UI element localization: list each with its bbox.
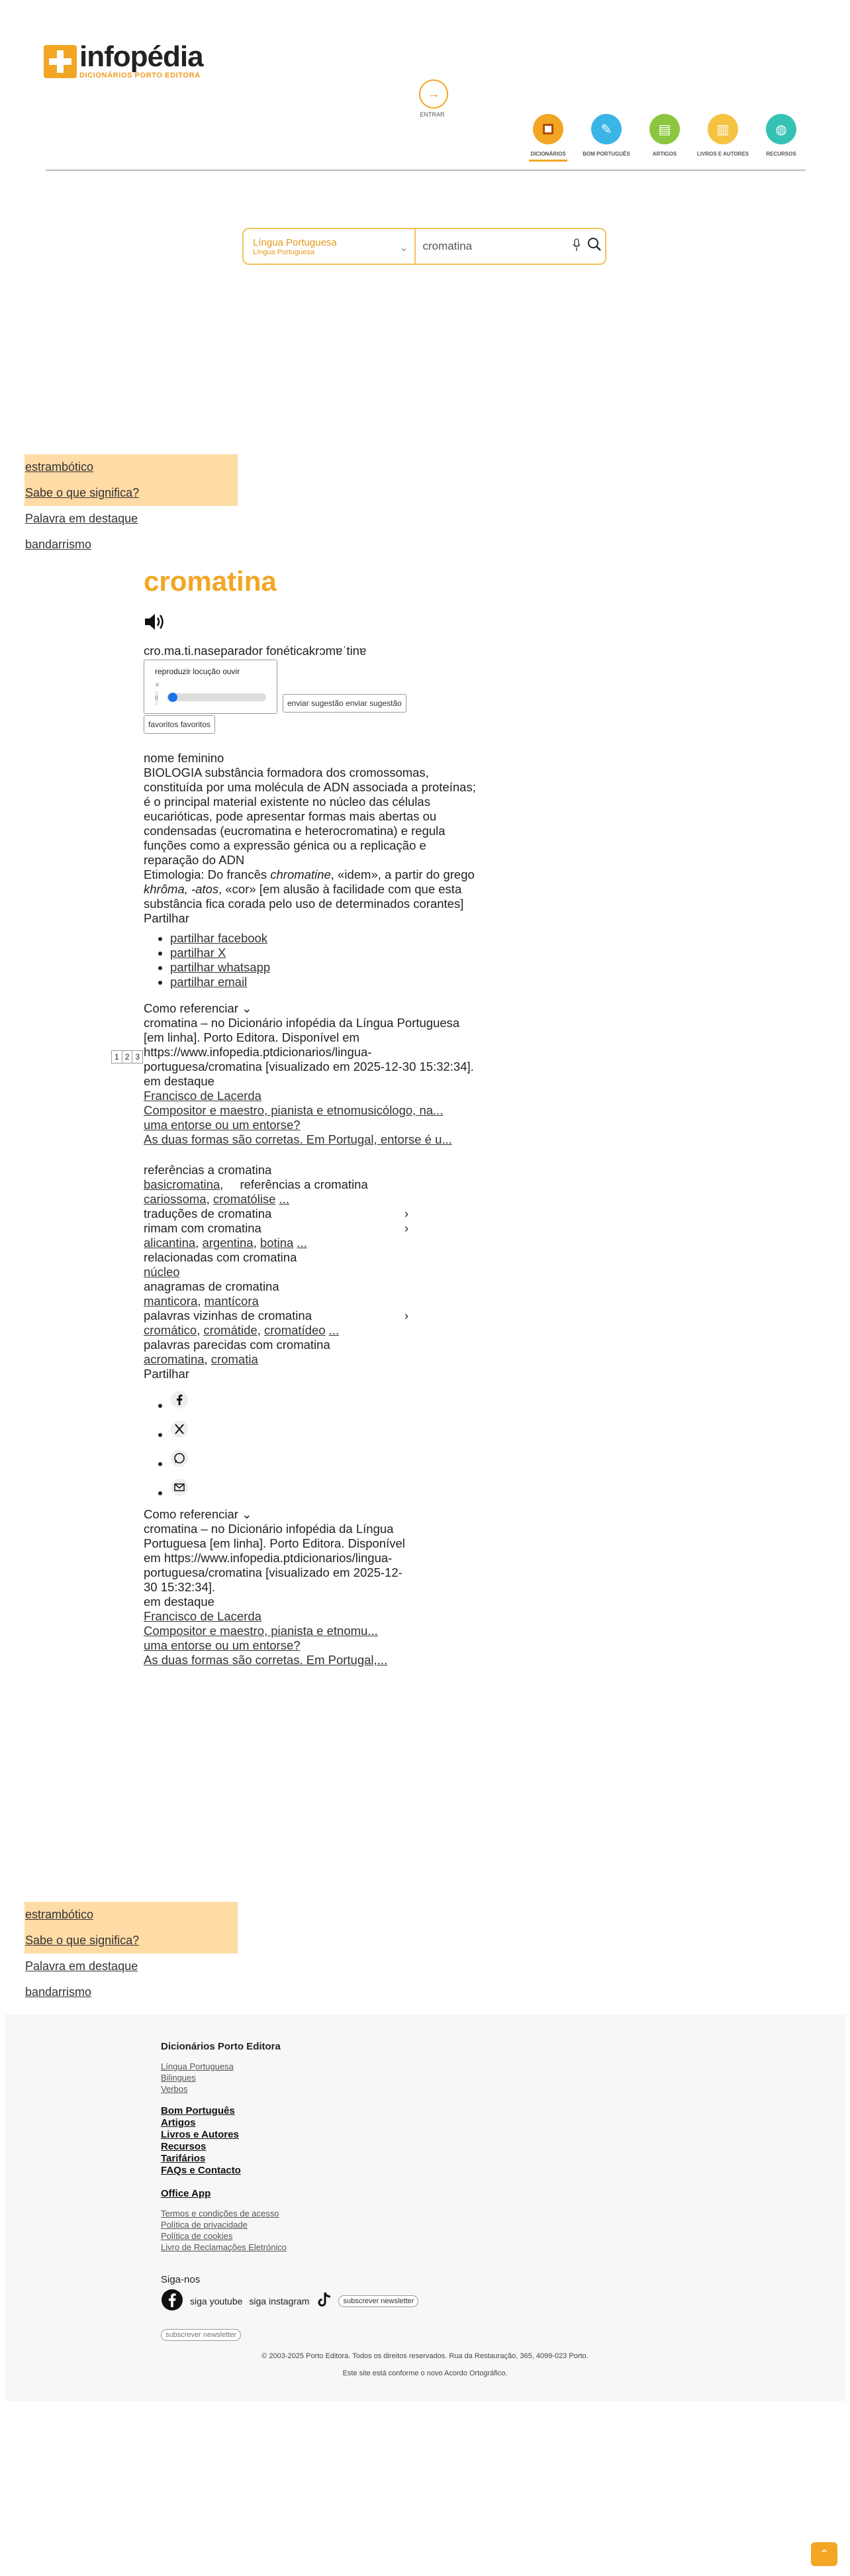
search-icon[interactable] [583,237,605,256]
globe-icon: ◍ [766,114,796,144]
rhyme-link[interactable]: argentina [202,1236,254,1250]
etymology [144,867,481,911]
footer-main-link[interactable]: Tarifários [161,2153,206,2164]
etymology-text: Etimologia: Do francês [144,867,271,881]
neighbor-link[interactable]: cromatídeo [264,1323,326,1337]
login-label: ENTRAR [420,111,445,118]
rhyme-link[interactable]: botina [260,1236,294,1250]
nav-recursos[interactable] [759,114,803,162]
share-label: Partilhar [144,911,189,925]
cite-label: Como referenciar [144,1001,238,1015]
neighbor-link[interactable]: cromátide [203,1323,258,1337]
featured-link[interactable]: As duas formas são corretas. Em Portugal, entorse é u... [144,1132,452,1146]
chevron-up-icon: ⌃ [819,2548,829,2561]
logo-name: infopédia [79,40,203,73]
grammar-category: nome feminino [144,751,224,765]
share-icons-list [144,1391,481,1507]
language-selected: Língua Portuguesa [253,236,337,248]
featured-label: em destaque [144,1074,214,1088]
featured-label: em destaque [144,1595,214,1609]
logo-subtitle: DICIONÁRIOS PORTO EDITORA [79,72,201,79]
instagram-image[interactable]: siga instagram [249,2295,310,2306]
featured-link[interactable]: uma entorse ou um entorse? [144,1638,301,1652]
nav-active-indicator [529,160,567,162]
footer-main-link[interactable]: Recursos [161,2141,207,2152]
footer-main-link[interactable]: Livros e Autores [161,2129,239,2140]
books-icon: ▥ [708,114,738,144]
suggest-image: enviar sugestão [287,699,344,708]
follow-label: Siga-nos [161,2274,201,2285]
copyright: © 2003-2025 Porto Editora. Todos os direitos reservados. Rua da Restauração, 365, 4099-023 Porto. [261,2352,589,2360]
anagram-link[interactable]: mantícora [204,1294,259,1308]
suggest-label: enviar sugestão [346,699,402,708]
definition: BIOLOGIA substância formadora dos cromossomas, constituída por uma molécula de ADN associada a proteínas; é o principal material existente no núcleo das células eucarióticas, pode apresentar formas mais abertas ou condensadas (eucromatina e heterocromatina) e regula funções como a expressão génica ou a replicação e reparação do ADN [144,766,476,867]
reference-more-link[interactable]: ... [279,1192,290,1206]
footer-link[interactable]: Bilingues [161,2073,196,2083]
similar-link[interactable]: acromatina [144,1352,205,1366]
rhyme-link[interactable]: alicantina [144,1236,196,1250]
share-list [144,931,481,989]
reference-link[interactable]: basicromatina [144,1177,220,1191]
nav-dicionarios[interactable] [526,114,570,162]
footer [5,2014,845,2401]
footer-link[interactable]: Verbos [161,2084,188,2094]
header-divider [46,170,806,171]
audio-player [144,660,277,714]
etymology-word: chromatine [270,867,331,881]
featured-link[interactable]: Compositor e maestro, pianista e etnomusicólogo, na... [144,1103,444,1117]
facebook-icon[interactable] [170,1398,189,1412]
footer-legal-link[interactable]: Termos e condições de acesso [161,2208,279,2218]
x-icon[interactable] [170,1427,189,1441]
chevron-right-icon[interactable]: › [404,1309,408,1322]
featured-link[interactable]: uma entorse ou um entorse? [144,1118,301,1132]
login-button[interactable] [419,79,448,109]
rhymes-label[interactable]: rimam com cromatina [144,1221,261,1235]
side-item-word[interactable]: bandarrismo [25,538,92,551]
citation-text: cromatina – no Dicionário infopédia da Língua Portuguesa [em linha]. Porto Editora. Disponível em https://www.infopedia.ptdicionarios/lingua-portuguesa/cromatina [visualizado em 2025-12-30 15:32:34]. [144,1522,405,1594]
related-label: relacionadas com cromatina [144,1250,297,1264]
etymology-greek: khrôma, -atos [144,882,219,896]
footer-main-link[interactable]: Artigos [161,2117,196,2128]
chevron-down-icon: ⌄ [242,1507,252,1521]
featured-link[interactable]: Francisco de Lacerda [144,1089,261,1103]
nav-artigos[interactable] [643,114,686,162]
favorites-image: favoritos [148,720,179,729]
featured-link[interactable]: Compositor e maestro, pianista e etnomu... [144,1624,378,1638]
translations-label[interactable]: traduções de cromatina [144,1207,272,1220]
chevron-down-icon: ⌄ [242,1001,252,1015]
entry-word: cromatina [144,566,277,597]
footer-link[interactable]: Língua Portuguesa [161,2061,234,2071]
featured-link[interactable]: As duas formas são corretas. Em Portugal,... [144,1653,388,1667]
side-item-featured[interactable]: Palavra em destaque [25,1959,138,1973]
footer-main-link[interactable]: FAQs e Contacto [161,2165,241,2176]
page-button[interactable]: 2 [122,1051,133,1063]
office-app-link[interactable]: Office App [161,2188,211,2199]
similar-label: palavras parecidas com cromatina [144,1338,330,1352]
page-button[interactable]: 3 [135,1052,140,1062]
share-email-link[interactable]: partilhar email [170,975,248,989]
page-button[interactable]: 1 [112,1051,122,1063]
dictionary-entry: cromatina cro.ma.ti.naseparador fonéticakrɔmɐˈtinɐ reproduzir locução ouvir × II enviar sugestão enviar sugestão favoritos favoritos nome feminino BIOLOGIA substância formadora dos cromossomas, constituída por uma molécula de ADN associada a proteínas; é o principal material existente no núcleo das células eucarióticas, pode apresentar formas mais abertas ou condensadas (eucromatina e heterocromatina) e regula funções como a expressão génica ou a replicação e reparação do ADN Etimologia: Do francês chromatine, «idem», a partir do grego khrôma, -atos, «cor» [em alusão à facilidade com que esta substância fica corada pelo uso de determinados corantes] Partilhar • partilhar facebook • partilhar X • partilhar whatsapp • partilhar email Como referenciar ⌄ cromatina – no Dicionário infopédia da Língua Portuguesa [em linha]. Porto Editora. Disponível em https://www.infopedia.ptdicionarios/lingua-portuguesa/cromatina [visualizado em 2025-12-30 15:32:34]. em destaque Francisco de Lacerda Compositor e maestro, pianista e etnomusicólogo, na... uma entorse ou um entorse? As duas formas são corretas. Em Portugal, entorse é u... referências a cromatina basicromatina, referências a cromatina cariossoma, cromatólise ... traduções de cromatina › rimam com cromatina › alicantina, argentina, botina ... relacionadas com cromatina núcleo anagramas de cromatina manticora, mantícora palavras vizinhas de cromatina › cromático, cromátide, cromatídeo ... palavras parecidas com cromatina acromatina, cromatia Partilhar • • • • Como referenciar ⌄ cromatina – no Dicionário infopédia da Língua Portuguesa [em linha]. Porto Editora. Disponível em https://www.infopedia.ptdicionarios/lingua-portuguesa/cromatina [visualizado em 2025-12-30 15:32:34]. em destaque Francisco de Lacerda Compositor e maestro, pianista e etnomu... uma entorse ou um entorse? As duas formas são corretas. Em Portugal,... [144,563,481,1667]
share-facebook-link[interactable]: partilhar facebook [170,931,268,945]
nav-livros-autores[interactable] [696,114,749,162]
nav-bom-portugues[interactable] [585,114,628,162]
etymology-text: , «idem», a partir do grego [330,867,475,881]
anagram-link[interactable]: manticora [144,1294,198,1308]
footer-legal-link[interactable]: Política de privacidade [161,2220,248,2230]
search-input[interactable] [416,228,570,264]
nav-label: ARTIGOS [652,151,677,157]
etymology-text: , «cor» [em alusão à facilidade com que esta substância fica corada pelo uso de determinados corantes] [144,882,464,911]
chevron-down-icon: ⌄ [399,242,408,254]
share-x-link[interactable]: partilhar X [170,946,226,960]
cite-toggle[interactable] [144,1001,481,1016]
favorites-label: favoritos [180,720,211,729]
nav-label: DICIONÁRIOS [530,151,566,157]
side-item-quiz[interactable]: Sabe o que significa? [24,480,238,506]
rhyme-more-link[interactable]: ... [297,1236,307,1250]
youtube-image[interactable]: siga youtube [190,2295,243,2306]
side-item-quiz[interactable]: Sabe o que significa? [24,1928,238,1954]
whatsapp-icon[interactable] [170,1456,189,1470]
favorites-button[interactable] [144,715,215,734]
email-icon[interactable] [170,1485,189,1499]
close-icon[interactable]: × [155,680,160,689]
syllabification: cro.ma.ti.na [144,644,208,658]
related-link[interactable]: núcleo [144,1265,180,1279]
book-icon [533,114,563,144]
nav-label: RECURSOS [766,151,796,157]
chevron-right-icon[interactable]: › [404,1207,408,1220]
document-icon: ▤ [649,114,680,144]
footer-legal-link[interactable]: Livro de Reclamações Eletrónico [161,2242,287,2252]
play-audio-label[interactable]: ouvir [222,667,240,676]
pause-icon[interactable]: II [155,691,158,705]
logo-mark-icon [44,45,77,78]
orthography-note: Este site está conforme o novo Acordo Ortográfico. [342,2369,508,2377]
neighbors-label[interactable]: palavras vizinhas de cromatina [144,1309,312,1322]
share-whatsapp-link[interactable]: partilhar whatsapp [170,960,271,974]
pen-icon: ✎ [591,114,622,144]
featured-link[interactable]: Francisco de Lacerda [144,1609,261,1623]
references-image: referências a cromatina [240,1177,368,1191]
infopedia-logo[interactable] [44,40,203,79]
similar-link[interactable]: cromatia [211,1352,258,1366]
footer-legal-link[interactable]: Política de cookies [161,2231,233,2241]
facebook-icon[interactable] [161,2289,183,2313]
footer-main-link[interactable]: Bom Português [161,2105,235,2116]
audio-progress-knob[interactable] [168,693,177,702]
reference-link[interactable]: cromatólise [212,1192,276,1206]
citation-text: cromatina – no Dicionário infopédia da Língua Portuguesa [em linha]. Porto Editora. Disponível em https://www.infopedia.ptdicionarios/lingua-portuguesa/cromatina [visualizado em 2025-12-30 15:32:34]. [144,1016,474,1073]
login-arrow-icon: → [427,86,440,101]
reference-link[interactable]: cariossoma [144,1192,207,1206]
anagrams-label: anagramas de cromatina [144,1279,279,1293]
search-bar [242,228,606,265]
audio-progress-slider[interactable] [167,693,266,701]
back-to-top-button[interactable] [811,2542,837,2566]
side-word-list-bottom [24,1902,238,2005]
cite-label: Como referenciar [144,1507,238,1521]
speaker-icon[interactable] [144,612,481,637]
side-word-list [24,454,238,558]
neighbor-link[interactable]: cromático [144,1323,197,1337]
side-item-word[interactable]: bandarrismo [25,1985,92,1999]
play-audio-image[interactable]: reproduzir locução [155,667,220,676]
tiktok-icon[interactable] [316,2291,332,2310]
newsletter-button-secondary[interactable]: subscrever newsletter [161,2329,241,2341]
side-item-featured[interactable]: Palavra em destaque [25,512,138,525]
references-title: referências a cromatina [144,1163,272,1177]
microphone-icon[interactable] [570,238,583,255]
suggest-button[interactable] [283,694,406,713]
cite-toggle[interactable] [144,1507,408,1522]
newsletter-button[interactable]: subscrever newsletter [338,2295,418,2307]
language-select[interactable] [244,229,416,264]
side-item-word[interactable]: estrambótico [24,454,238,480]
main-navigation [526,114,803,162]
ipa-transcription: krɔmɐˈtinɐ [308,644,367,658]
chevron-right-icon[interactable]: › [404,1221,408,1235]
nav-label: BOM PORTUGUÊS [583,151,630,157]
side-item-word[interactable]: estrambótico [24,1902,238,1928]
footer-title: Dicionários Porto Editora [161,2041,281,2052]
share-label: Partilhar [144,1367,189,1381]
neighbor-more-link[interactable]: ... [328,1323,340,1337]
language-sub: Língua Portuguesa [253,248,314,256]
pagination [111,1050,143,1064]
nav-label: LIVROS E AUTORES [696,151,749,157]
separator-image: separador fonética [207,644,309,658]
